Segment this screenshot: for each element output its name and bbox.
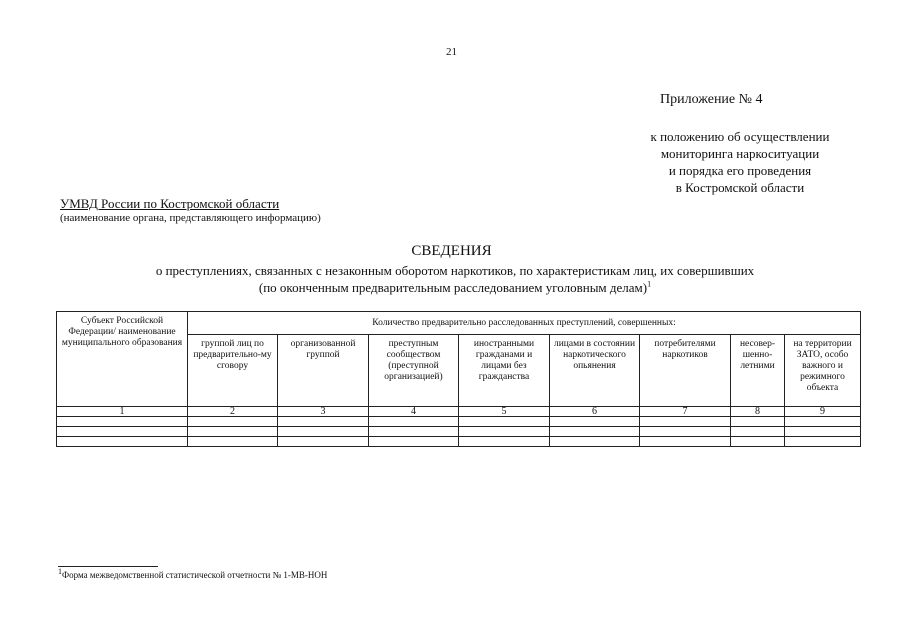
table-cell <box>369 427 459 437</box>
header-column: иностранными гражданами и лицами без гражданства <box>459 335 550 407</box>
header-column: группой лиц по предварительно-му сговору <box>188 335 278 407</box>
table-cell <box>785 417 861 427</box>
organization-caption: (наименование органа, представляющего информацию) <box>60 212 321 224</box>
table-cell <box>731 437 785 447</box>
column-number: 6 <box>550 407 640 417</box>
organization-name: УМВД России по Костромской области <box>60 196 280 211</box>
table-cell <box>550 417 640 427</box>
appendix-title: Приложение № 4 <box>660 92 763 107</box>
table-cell <box>459 417 550 427</box>
table-cell <box>640 437 731 447</box>
table-row <box>57 427 861 437</box>
column-number: 4 <box>369 407 459 417</box>
table-cell <box>369 437 459 447</box>
table-cell <box>459 437 550 447</box>
table-cell <box>188 437 278 447</box>
column-number: 2 <box>188 407 278 417</box>
column-number: 5 <box>459 407 550 417</box>
appendix-reference-line: мониторинга наркоситуации <box>660 146 820 161</box>
footnote-mark: 1 <box>647 279 652 289</box>
table-cell <box>278 417 369 427</box>
page-number: 21 <box>446 46 457 58</box>
header-column: преступным сообществом (преступной организацией) <box>369 335 459 407</box>
column-number: 9 <box>785 407 861 417</box>
table-cell <box>369 417 459 427</box>
header-group: Количество предварительно расследованных преступлений, совершенных: <box>188 312 861 335</box>
appendix-reference-line: и порядка его проведения <box>668 163 812 178</box>
column-number: 3 <box>278 407 369 417</box>
appendix-reference <box>600 128 880 196</box>
column-number: 8 <box>731 407 785 417</box>
table-row <box>57 437 861 447</box>
document-title: СВЕДЕНИЯ <box>411 243 492 259</box>
header-column: организованной группой <box>278 335 369 407</box>
table-cell <box>57 417 188 427</box>
appendix-reference-line: к положению об осуществлении <box>650 129 830 144</box>
document-subtitle-line: о преступлениях, связанных с незаконным оборотом наркотиков, по характеристикам лиц, их совершивших <box>155 263 755 278</box>
footnote-text: Форма межведомственной статистической отчетности № 1-МВ-НОН <box>62 570 328 580</box>
table-cell <box>550 437 640 447</box>
table-cell <box>278 427 369 437</box>
footnote-divider <box>58 566 158 567</box>
table-cell <box>57 437 188 447</box>
table-cell <box>278 437 369 447</box>
report-table <box>56 311 861 447</box>
table-cell <box>785 427 861 437</box>
table-cell <box>57 427 188 437</box>
table-cell <box>731 427 785 437</box>
table-cell <box>459 427 550 437</box>
footnote-mark: 1 <box>58 567 62 576</box>
header-column: на территории ЗАТО, особо важного и режимного объекта <box>785 335 861 407</box>
table-cell <box>188 427 278 437</box>
appendix-reference-line: в Костромской области <box>675 180 805 195</box>
table-cell <box>640 417 731 427</box>
column-number: 7 <box>640 407 731 417</box>
document-subtitle-text: (по оконченным предварительным расследованием уголовным делам) <box>258 280 648 295</box>
header-column: несовер-шенно-летними <box>731 335 785 407</box>
table-cell <box>188 417 278 427</box>
table-cell <box>785 437 861 447</box>
document-subtitle-line <box>60 279 850 296</box>
table-row <box>57 417 861 427</box>
document-subtitle <box>60 262 850 296</box>
header-subject: Субъект Российской Федерации/ наименование муниципального образования <box>57 312 188 407</box>
header-column: лицами в состоянии наркотического опьянения <box>550 335 640 407</box>
table-cell <box>550 427 640 437</box>
footnote <box>58 567 328 580</box>
column-number-row <box>57 407 861 417</box>
header-column: потребителями наркотиков <box>640 335 731 407</box>
column-number: 1 <box>57 407 188 417</box>
table-cell <box>640 427 731 437</box>
table-cell <box>731 417 785 427</box>
